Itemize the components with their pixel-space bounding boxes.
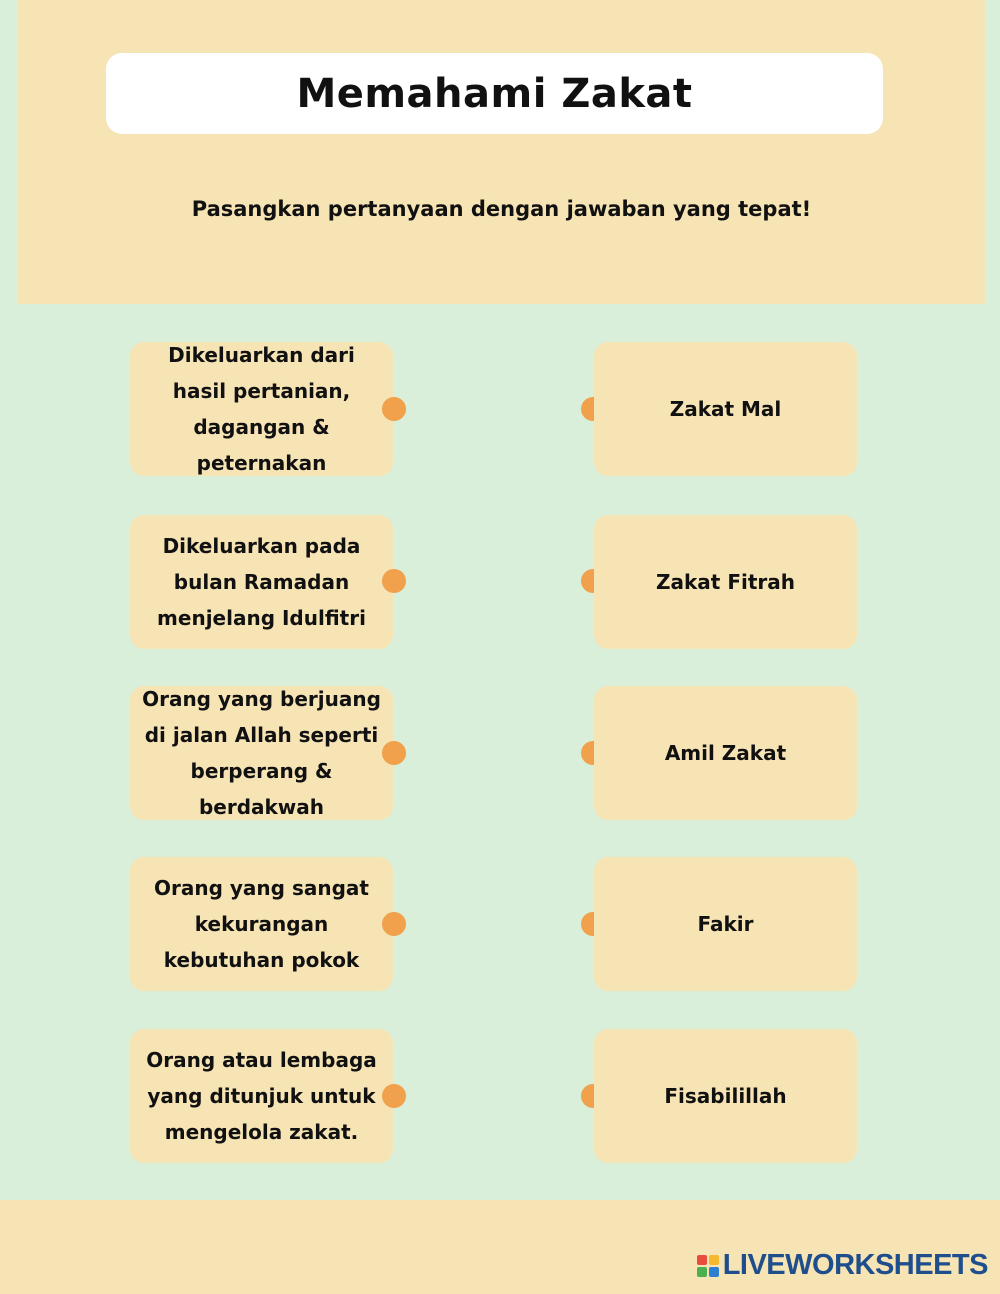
question-text-4: Orang yang sangat kekurangan kebutuhan pokok bbox=[154, 876, 369, 972]
question-text-2: Dikeluarkan pada bulan Ramadan menjelang Idulfitri bbox=[157, 534, 366, 630]
page-title: Memahami Zakat bbox=[296, 70, 693, 117]
answer-text-5: Fisabilillah bbox=[664, 1084, 787, 1108]
question-connector-dot-2[interactable] bbox=[382, 569, 406, 593]
answer-card-2 bbox=[594, 515, 857, 649]
footer-band bbox=[0, 1200, 1000, 1294]
answer-card-1 bbox=[594, 342, 857, 476]
question-text-1: Dikeluarkan dari hasil pertanian, dagangan & peternakan bbox=[168, 343, 355, 475]
answer-text-1: Zakat Mal bbox=[669, 397, 782, 421]
question-connector-dot-4[interactable] bbox=[382, 912, 406, 936]
answer-text-3: Amil Zakat bbox=[664, 741, 787, 765]
title-box bbox=[106, 53, 883, 134]
brand-logo[interactable] bbox=[697, 1249, 988, 1282]
question-connector-dot-5[interactable] bbox=[382, 1084, 406, 1108]
question-card-2 bbox=[130, 515, 393, 649]
question-text-3: Orang yang berjuang di jalan Allah seperti berperang & berdakwah bbox=[142, 687, 381, 819]
answer-card-4 bbox=[594, 857, 857, 991]
liveworksheets-logo-icon bbox=[697, 1255, 719, 1277]
answer-card-3 bbox=[594, 686, 857, 820]
instruction-text: Pasangkan pertanyaan dengan jawaban yang tepat! bbox=[191, 197, 812, 221]
question-card-1 bbox=[130, 342, 393, 476]
question-card-4 bbox=[130, 857, 393, 991]
answer-text-4: Fakir bbox=[697, 912, 754, 936]
question-connector-dot-1[interactable] bbox=[382, 397, 406, 421]
answer-card-5 bbox=[594, 1029, 857, 1163]
question-card-3 bbox=[130, 686, 393, 820]
answer-text-2: Zakat Fitrah bbox=[656, 570, 795, 594]
header-band bbox=[18, 0, 985, 304]
question-connector-dot-3[interactable] bbox=[382, 741, 406, 765]
brand-name: LIVEWORKSHEETS bbox=[722, 1249, 988, 1281]
question-text-5: Orang atau lembaga yang ditunjuk untuk mengelola zakat. bbox=[146, 1048, 377, 1144]
question-card-5 bbox=[130, 1029, 393, 1163]
